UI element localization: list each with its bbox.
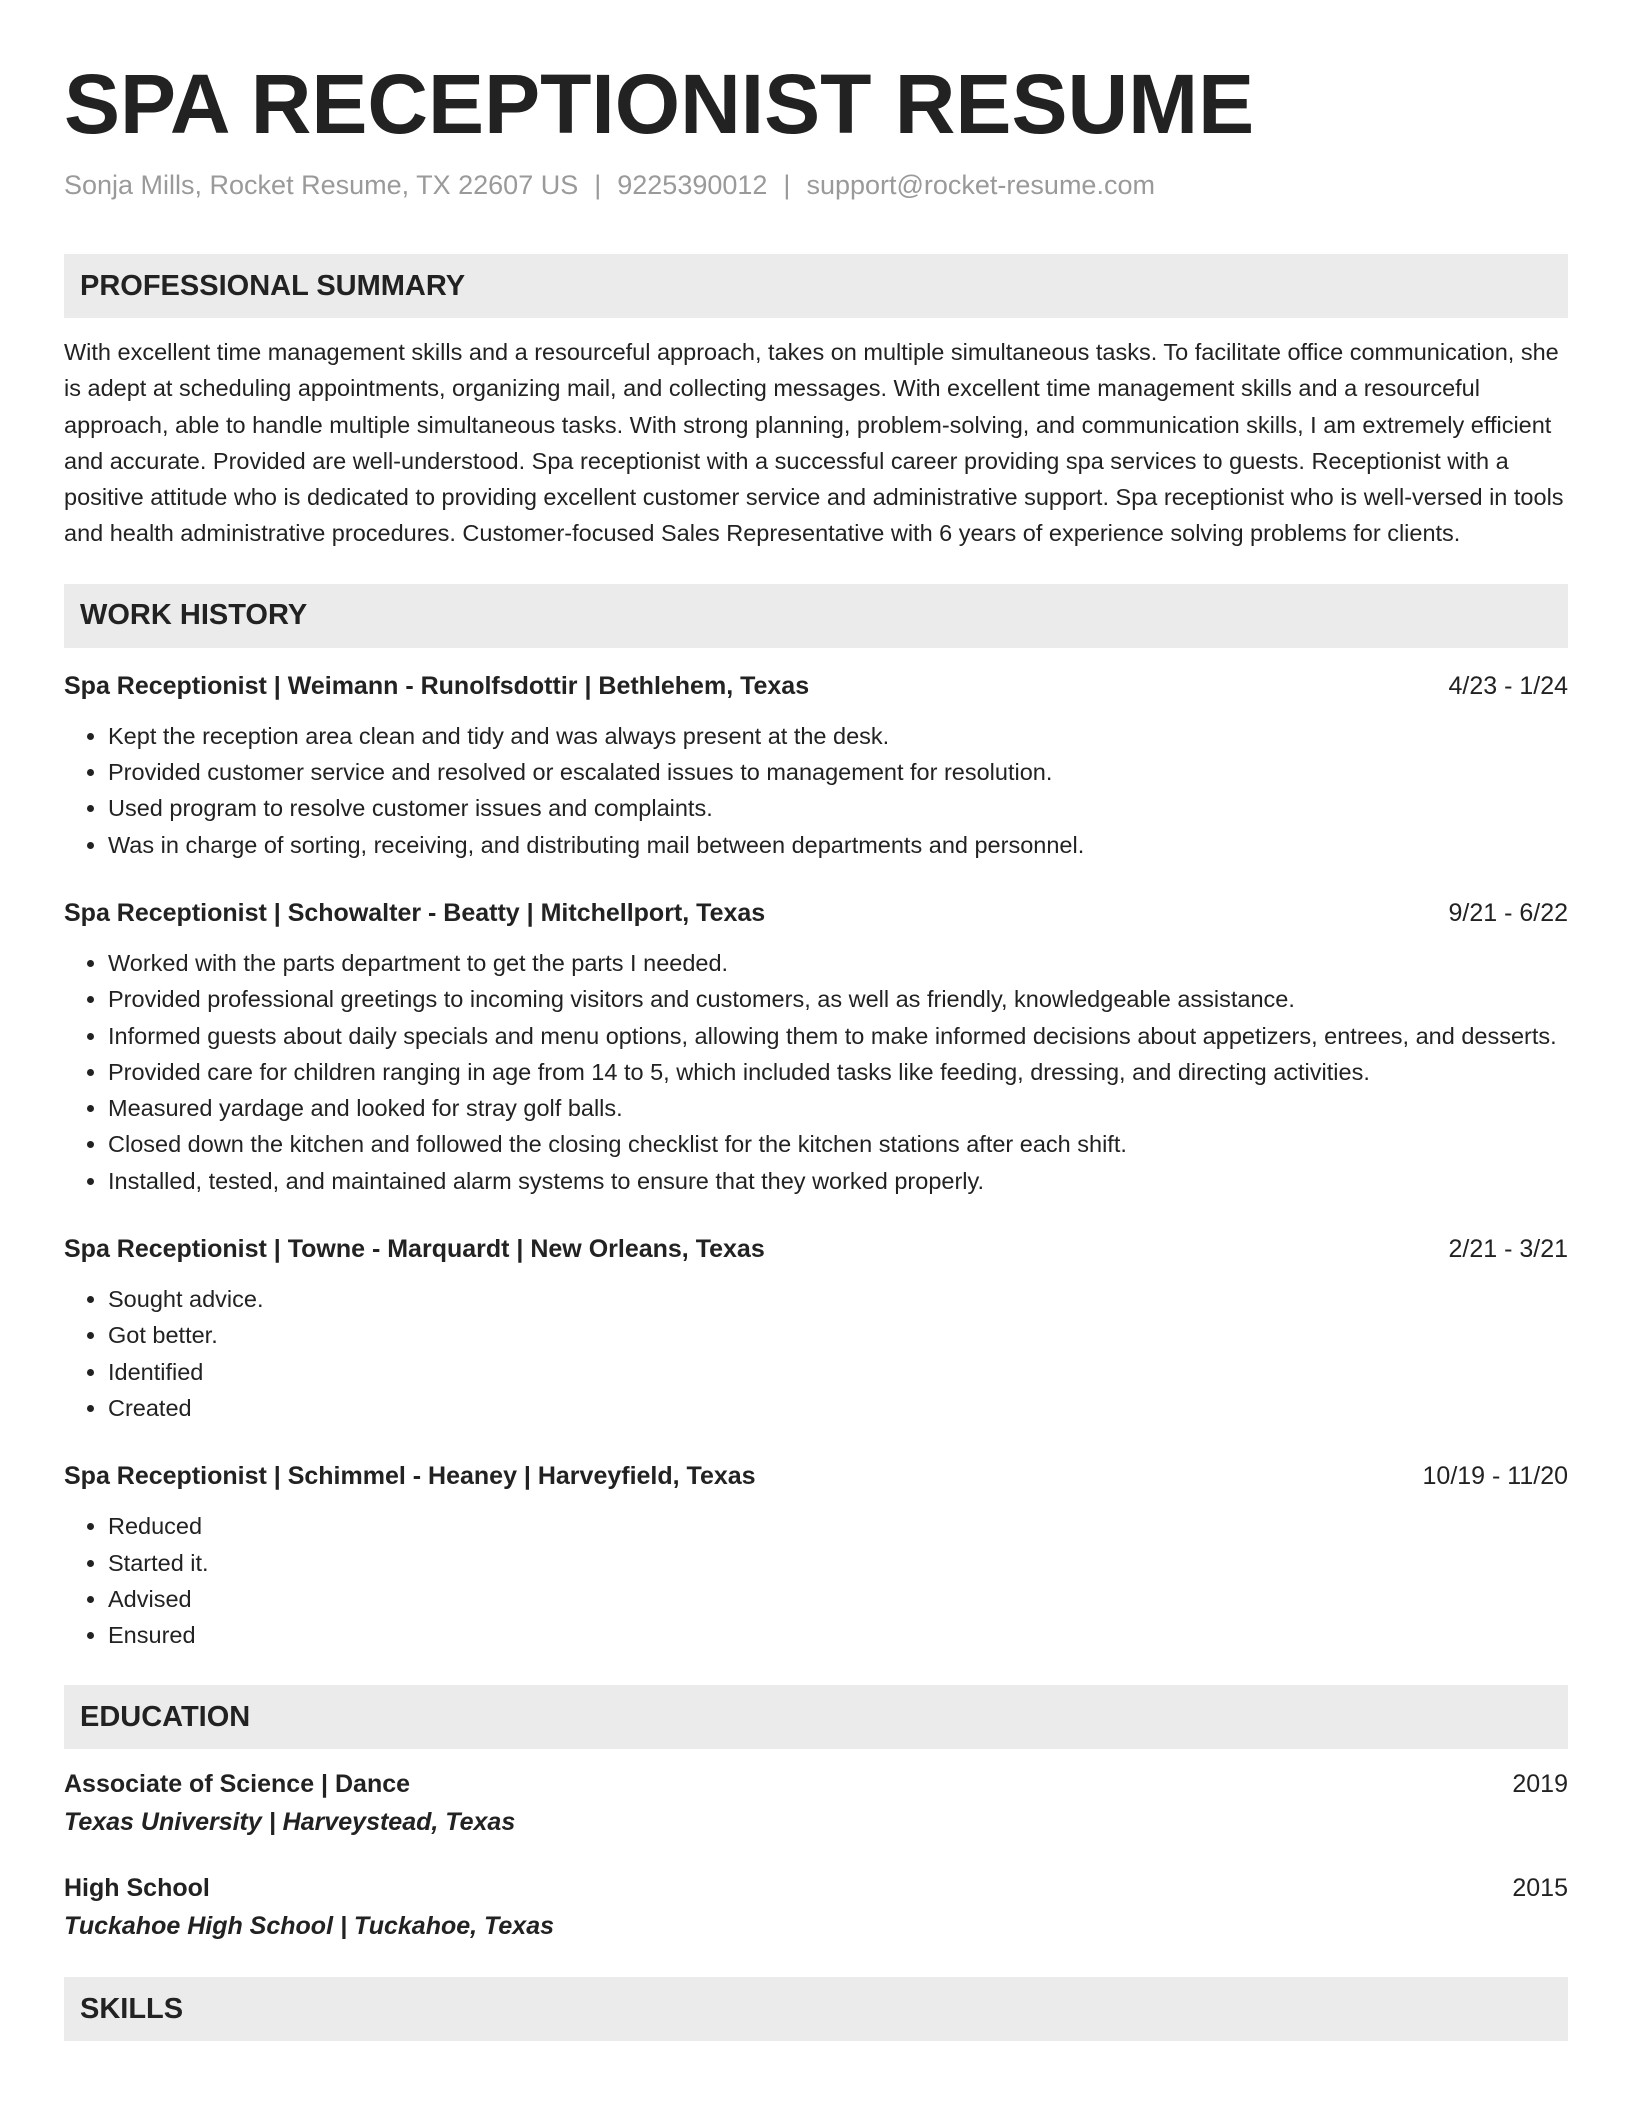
job-header bbox=[64, 895, 1568, 931]
job-bullets bbox=[64, 1281, 1568, 1426]
contact-phone: 9225390012 bbox=[617, 170, 768, 200]
job-bullet: • Measured yardage and looked for stray golf balls. bbox=[108, 1090, 1568, 1126]
education-entry bbox=[64, 1765, 1568, 1841]
education-school: Tuckahoe High School | Tuckahoe, Texas bbox=[64, 1912, 555, 1941]
job-dates: 2/21 - 3/21 bbox=[1448, 1235, 1568, 1264]
section-header-education: EDUCATION bbox=[64, 1685, 1568, 1749]
job-bullet: • Informed guests about daily specials and menu options, allowing them to make informed decisions about appetizers, entrees, and desserts. bbox=[108, 1018, 1568, 1054]
job-bullet: • Installed, tested, and maintained alarm systems to ensure that they worked properly. bbox=[108, 1163, 1568, 1199]
job-entry bbox=[64, 895, 1568, 1199]
job-header bbox=[64, 1458, 1568, 1494]
job-title: Spa Receptionist | Schimmel - Heaney | Harveyfield, Texas bbox=[64, 1462, 756, 1491]
job-header bbox=[64, 1231, 1568, 1267]
job-bullet: • Was in charge of sorting, receiving, and distributing mail between departments and personnel. bbox=[108, 827, 1568, 863]
section-header-skills: SKILLS bbox=[64, 1977, 1568, 2041]
education-degree: Associate of Science | Dance bbox=[64, 1770, 411, 1799]
contact-separator: | bbox=[594, 170, 602, 200]
job-dates: 10/19 - 11/20 bbox=[1422, 1462, 1568, 1491]
job-bullet: • Got better. bbox=[108, 1317, 1568, 1353]
education-school: Texas University | Harveystead, Texas bbox=[64, 1808, 516, 1837]
job-bullets bbox=[64, 1508, 1568, 1653]
education-entry bbox=[64, 1869, 1568, 1945]
job-bullets bbox=[64, 718, 1568, 863]
job-bullet: • Started it. bbox=[108, 1545, 1568, 1581]
education-degree: High School bbox=[64, 1874, 210, 1903]
job-bullet: • Provided care for children ranging in age from 14 to 5, which included tasks like feeding, dressing, and directing activities. bbox=[108, 1054, 1568, 1090]
job-bullet: • Advised bbox=[108, 1581, 1568, 1617]
education-year: 2015 bbox=[1512, 1874, 1568, 1903]
job-bullet: • Identified bbox=[108, 1354, 1568, 1390]
job-bullet: • Closed down the kitchen and followed the closing checklist for the kitchen stations after each shift. bbox=[108, 1126, 1568, 1162]
contact-email: support@rocket-resume.com bbox=[806, 170, 1155, 200]
resume-title: SPA RECEPTIONIST RESUME bbox=[64, 57, 1255, 151]
section-header-professional-summary: PROFESSIONAL SUMMARY bbox=[64, 254, 1568, 318]
contact-separator: | bbox=[783, 170, 791, 200]
section-header-work-history: WORK HISTORY bbox=[64, 584, 1568, 648]
job-title: Spa Receptionist | Schowalter - Beatty | Mitchellport, Texas bbox=[64, 898, 766, 927]
contact-name-address: Sonja Mills, Rocket Resume, TX 22607 US bbox=[64, 170, 579, 200]
job-bullet: • Reduced bbox=[108, 1508, 1568, 1544]
job-title: Spa Receptionist | Towne - Marquardt | New Orleans, Texas bbox=[64, 1235, 765, 1264]
job-bullet: • Worked with the parts department to get the parts I needed. bbox=[108, 945, 1568, 981]
education-year: 2019 bbox=[1512, 1770, 1568, 1799]
resume-page bbox=[64, 0, 1568, 2041]
job-bullet: • Created bbox=[108, 1390, 1568, 1426]
job-entry bbox=[64, 1458, 1568, 1653]
job-bullet: • Kept the reception area clean and tidy and was always present at the desk. bbox=[108, 718, 1568, 754]
job-bullet: • Ensured bbox=[108, 1617, 1568, 1653]
job-bullet: • Provided customer service and resolved or escalated issues to management for resolution. bbox=[108, 754, 1568, 790]
job-bullet: • Sought advice. bbox=[108, 1281, 1568, 1317]
summary-text: With excellent time management skills and a resourceful approach, takes on multiple simultaneous tasks. To facilitate office communication, she is adept at scheduling appointments, organizing mail, and collecting messages. With excellent time management skills and a resourceful approach, able to handle multiple simultaneous tasks. With strong planning, problem-solving, and communication skills, I am extremely efficient and accurate. Provided are well-understood. Spa receptionist with a successful career providing spa services to guests. Receptionist with a positive attitude who is dedicated to providing excellent customer service and administrative support. Spa receptionist who is well-versed in tools and health administrative procedures. Customer-focused Sales Representative with 6 years of experience solving problems for clients. bbox=[64, 339, 1564, 547]
job-dates: 9/21 - 6/22 bbox=[1448, 898, 1568, 927]
job-bullet: • Used program to resolve customer issues and complaints. bbox=[108, 790, 1568, 826]
job-header bbox=[64, 668, 1568, 704]
education-header bbox=[64, 1765, 1568, 1803]
job-bullets bbox=[64, 945, 1568, 1199]
job-bullet: • Provided professional greetings to incoming visitors and customers, as well as friendly, knowledgeable assistance. bbox=[108, 981, 1568, 1017]
education-header bbox=[64, 1869, 1568, 1907]
contact-line bbox=[64, 168, 1568, 202]
job-title: Spa Receptionist | Weimann - Runolfsdottir | Bethlehem, Texas bbox=[64, 671, 810, 700]
job-dates: 4/23 - 1/24 bbox=[1448, 671, 1568, 700]
job-entry bbox=[64, 668, 1568, 863]
job-entry bbox=[64, 1231, 1568, 1426]
